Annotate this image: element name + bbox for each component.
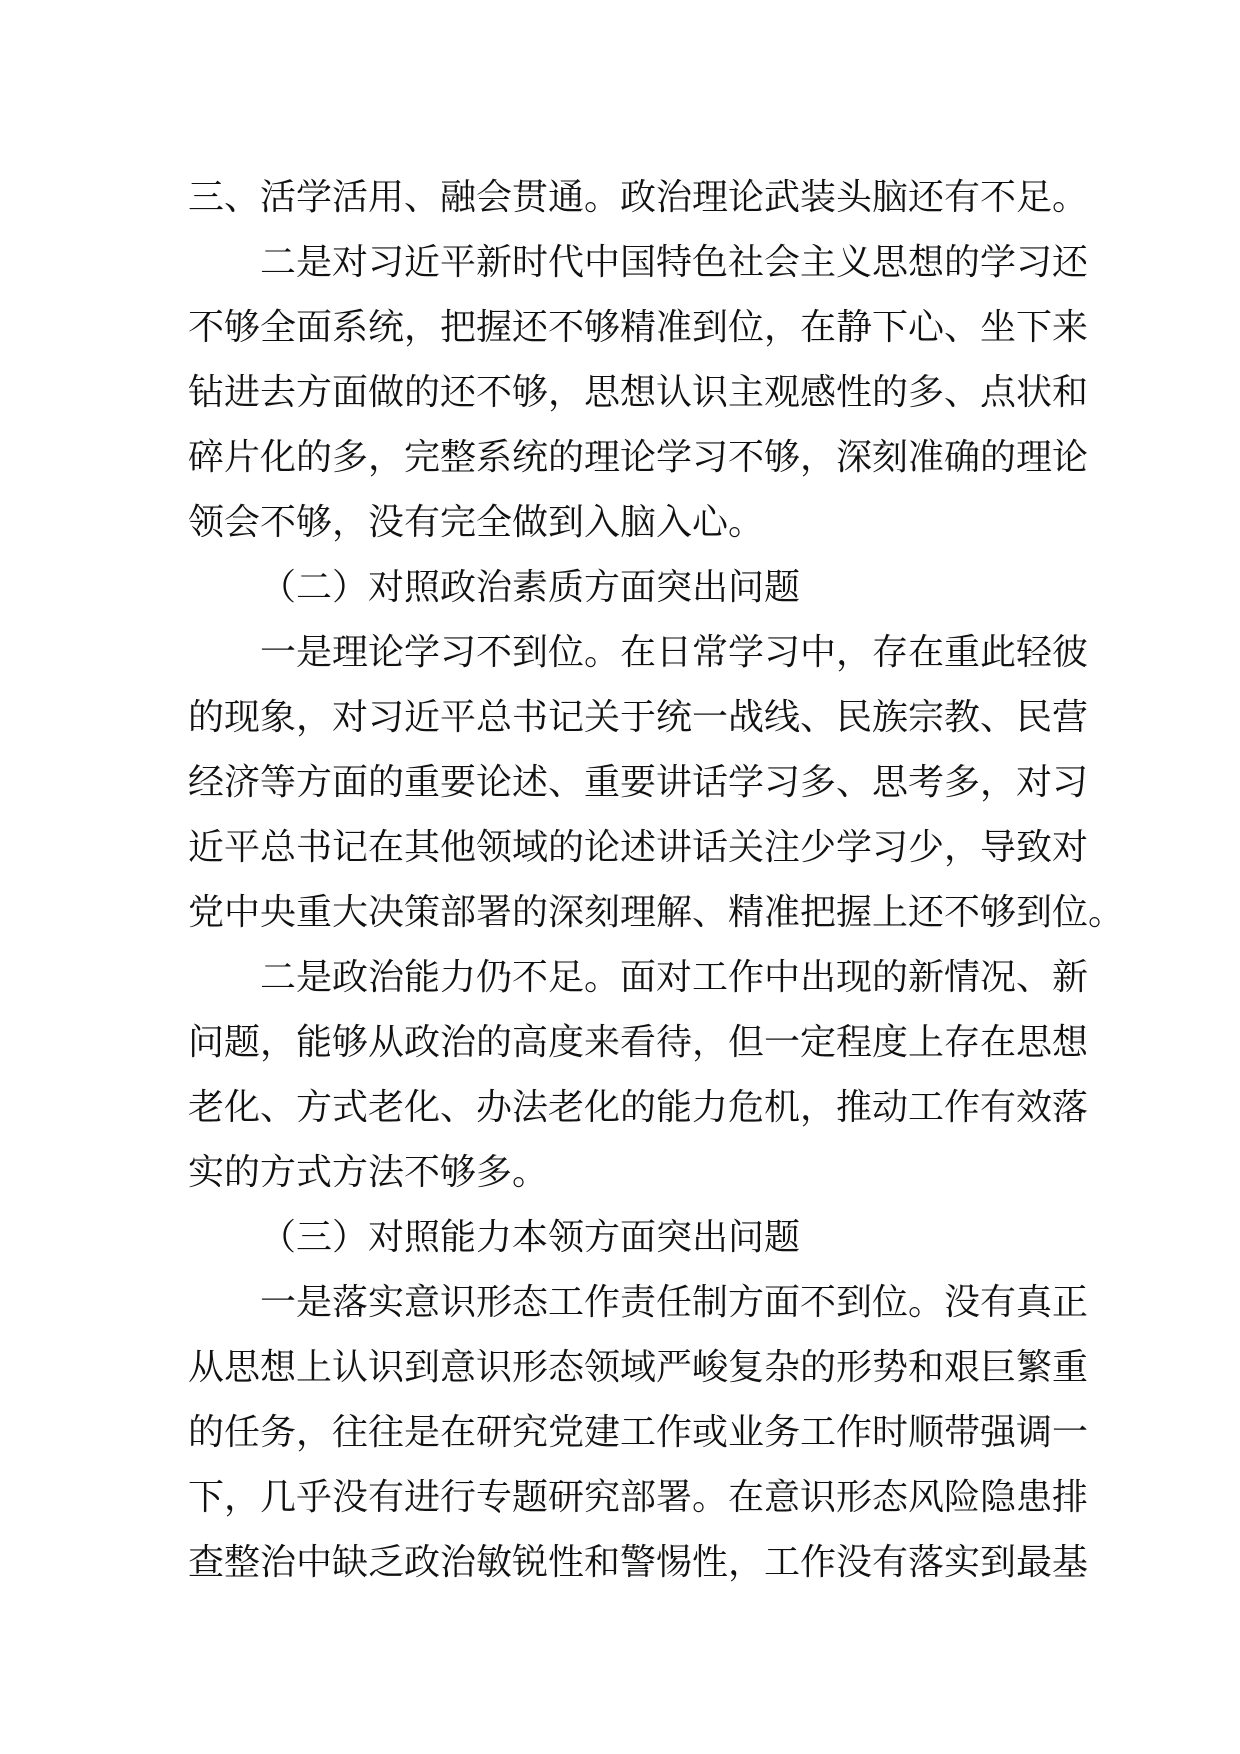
text-line: 的任务，往往是在研究党建工作或业务工作时顺带强调一 (188, 1412, 1089, 1453)
text-line: 不够全面系统，把握还不够精准到位，在静下心、坐下来 (188, 307, 1089, 348)
text-line: 从思想上认识到意识形态领域严峻复杂的形势和艰巨繁重 (188, 1347, 1089, 1388)
section-heading: （二）对照政治素质方面突出问题 (260, 567, 801, 608)
text-line: 领会不够，没有完全做到入脑入心。 (188, 502, 765, 543)
section-heading: （三）对照能力本领方面突出问题 (260, 1217, 801, 1258)
text-line: 一是落实意识形态工作责任制方面不到位。没有真正 (260, 1282, 1089, 1323)
text-line: 问题，能够从政治的高度来看待，但一定程度上存在思想 (188, 1022, 1089, 1063)
text-line: 二是政治能力仍不足。面对工作中出现的新情况、新 (260, 957, 1089, 998)
text-line: 近平总书记在其他领域的论述讲话关注少学习少，导致对 (188, 827, 1089, 868)
text-line: 经济等方面的重要论述、重要讲话学习多、思考多，对习 (188, 762, 1089, 803)
text-line: 党中央重大决策部署的深刻理解、精准把握上还不够到位。 (188, 892, 1125, 933)
text-line: 老化、方式老化、办法老化的能力危机，推动工作有效落 (188, 1087, 1089, 1128)
document-body (188, 165, 1125, 1595)
text-line: 的现象，对习近平总书记关于统一战线、民族宗教、民营 (188, 697, 1089, 738)
text-line: 碎片化的多，完整系统的理论学习不够，深刻准确的理论 (188, 437, 1089, 478)
text-line: 钻进去方面做的还不够，思想认识主观感性的多、点状和 (188, 372, 1089, 413)
text-line: 二是对习近平新时代中国特色社会主义思想的学习还 (260, 242, 1089, 283)
text-line: 查整治中缺乏政治敏锐性和警惕性，工作没有落实到最基 (188, 1542, 1089, 1583)
text-line: 一是理论学习不到位。在日常学习中，存在重此轻彼 (260, 632, 1089, 673)
text-line: 实的方式方法不够多。 (188, 1152, 549, 1193)
text-line: 三、活学活用、融会贯通。政治理论武装头脑还有不足。 (188, 177, 1089, 218)
text-line: 下，几乎没有进行专题研究部署。在意识形态风险隐患排 (188, 1477, 1089, 1518)
